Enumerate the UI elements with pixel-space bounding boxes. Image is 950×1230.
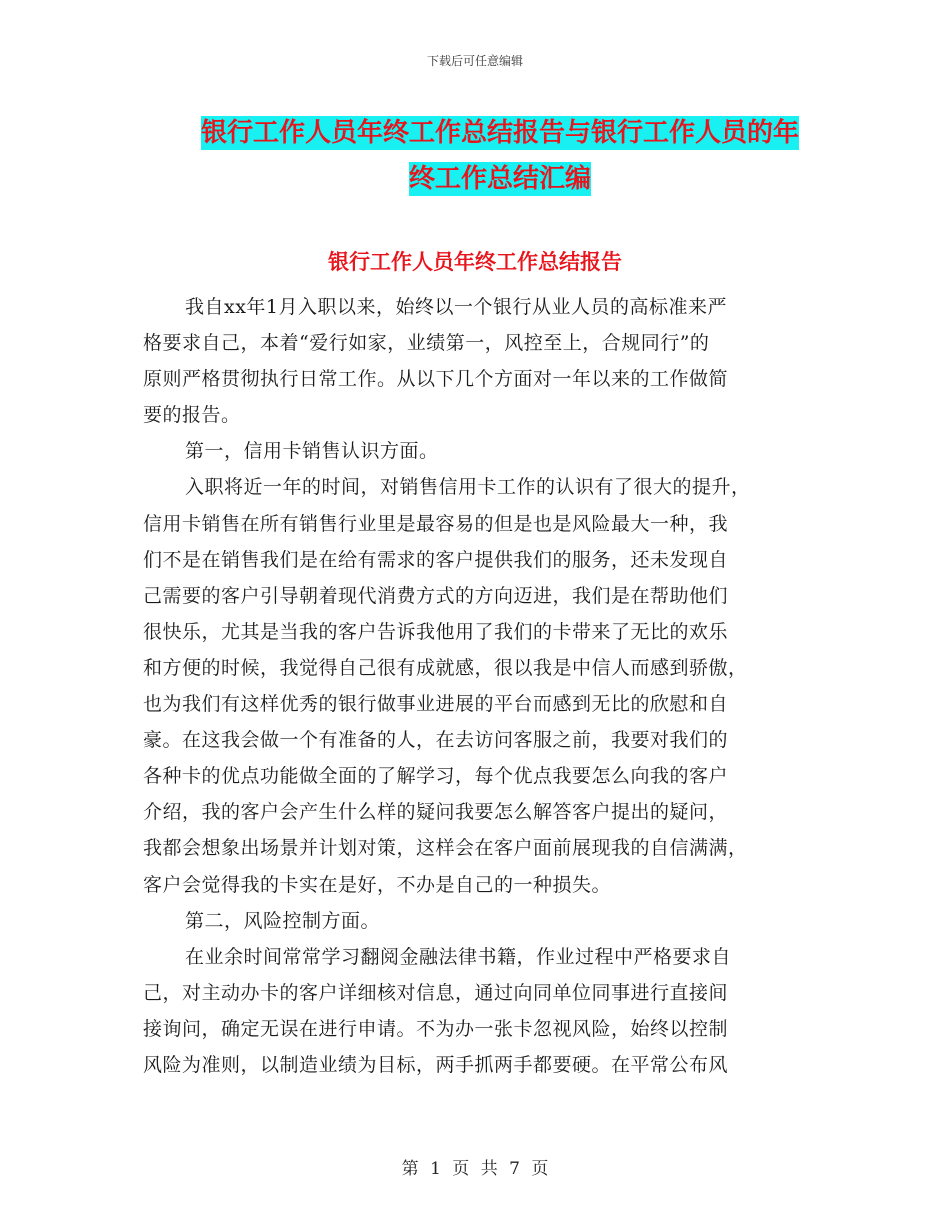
body-line: 们不是在销售我们是在给有需求的客户提供我们的服务，还未发现自: [143, 548, 729, 571]
header-note: 下载后可任意编辑: [426, 54, 523, 68]
body-line: 和方便的时候，我觉得自己很有成就感，很以我是中信人而感到骄傲，: [143, 656, 748, 679]
body-line: 要的报告。: [143, 404, 241, 427]
body-line: 己，对主动办卡的客户详细核对信息，通过向同单位同事进行直接间: [143, 981, 729, 1004]
body-line: 入职将近一年的时间，对销售信用卡工作的认识有了很大的提升，: [185, 476, 751, 499]
body-line: 己需要的客户引导朝着现代消费方式的方向迈进，我们是在帮助他们: [143, 584, 729, 607]
body-line: 也为我们有这样优秀的银行做事业进展的平台而感到无比的欣慰和自: [143, 693, 729, 716]
body-line: 豪。在这我会做一个有准备的人，在去访问客服之前，我要对我们的: [143, 729, 729, 752]
body-line: 原则严格贯彻执行日常工作。从以下几个方面对一年以来的工作做简: [143, 368, 729, 391]
body-line: 各种卡的优点功能做全面的了解学习，每个优点我要怎么向我的客户: [143, 765, 729, 788]
body-line: 客户会觉得我的卡实在是好，不办是自己的一种损失。: [143, 873, 612, 896]
subheading-line: 第一，信用卡销售认识方面。: [185, 440, 439, 463]
body-line: 我自xx年1月入职以来，始终以一个银行从业人员的高标准来严: [185, 296, 728, 318]
section-title: 银行工作人员年终工作总结报告: [328, 250, 622, 274]
body-line: 很快乐，尤其是当我的客户告诉我他用了我们的卡带来了无比的欢乐: [143, 620, 729, 643]
document-title-line-2: 终工作总结汇编: [408, 164, 591, 194]
body-line: 格要求自己，本着“爱行如家，业绩第一，风控至上，合规同行”的: [143, 332, 710, 355]
page-footer: 第 1 页 共 7 页: [401, 1159, 549, 1179]
body-line: 信用卡销售在所有销售行业里是最容易的但是也是风险最大一种，我: [143, 512, 729, 535]
body-text: [143, 289, 803, 1083]
document-title-line-1: 银行工作人员年终工作总结报告与银行工作人员的年: [200, 118, 799, 148]
body-line: 接询问，确定无误在进行申请。不为办一张卡忽视风险，始终以控制: [143, 1017, 729, 1040]
body-line: 介绍，我的客户会产生什么样的疑问我要怎么解答客户提出的疑问，: [143, 801, 729, 824]
document-title: [190, 110, 810, 202]
subheading-line: 第二，风险控制方面。: [185, 909, 381, 932]
body-line: 我都会想象出场景并计划对策，这样会在客户面前展现我的自信满满，: [143, 837, 748, 860]
body-line: 风险为准则，以制造业绩为目标，两手抓两手都要硬。在平常公布风: [143, 1053, 729, 1076]
body-line: 在业余时间常常学习翻阅金融法律书籍，作业过程中严格要求自: [185, 945, 732, 968]
